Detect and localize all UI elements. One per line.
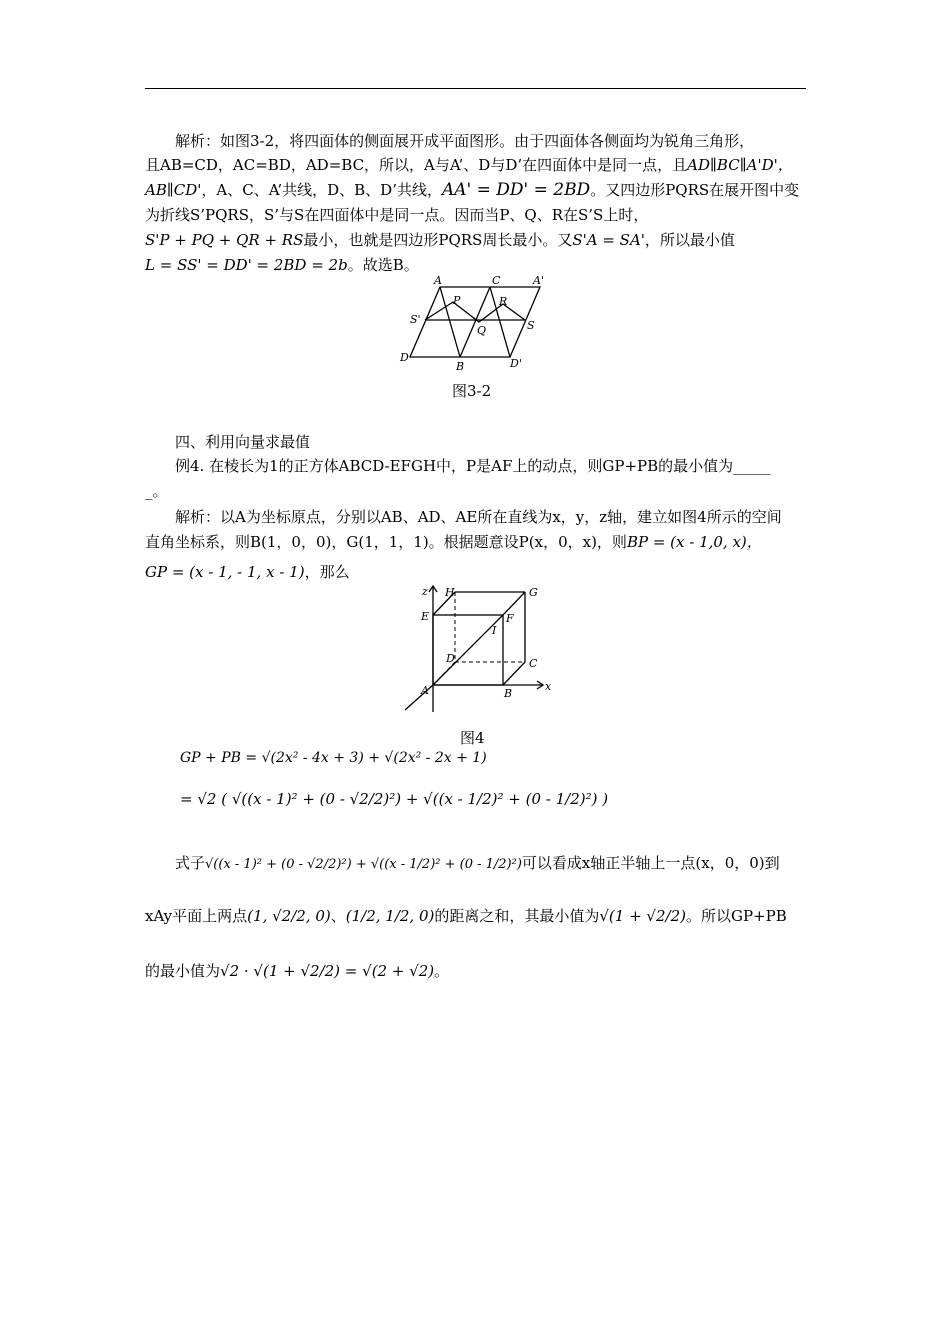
interpretation-line2: xAy平面上两点(1, √2/2, 0)、(1/2, 1/2, 0)的距离之和，其最小值为√(1 + √2/2)。所以GP+PB	[145, 907, 787, 925]
fig2-label: z	[422, 585, 428, 598]
vector-gp: GP = (x - 1, - 1, x - 1)	[145, 563, 305, 581]
formula-sqrt2-expansion: = √2 ( √((x - 1)² + (0 - √2/2)²) + √((x - 1/2)² + (0 - 1/2)²) )	[180, 790, 609, 808]
math-sp-sum: S'P + PQ + QR + RS	[145, 231, 304, 249]
figure-3-2-caption: 图3-2	[452, 382, 492, 400]
solution-line3: GP = (x - 1, - 1, x - 1)，那么	[145, 563, 350, 581]
fig1-label: B	[456, 360, 465, 373]
math-aa-dd: AA' = DD' = 2BD	[441, 180, 591, 200]
solution-line1: 解析：以A为坐标原点，分别以AB、AD、AE所在直线为x，y，z轴，建立如图4所示的空间	[175, 508, 782, 526]
math-ad-bc: AD∥BC∥A'D'，	[687, 156, 793, 174]
fig1-label: P	[453, 294, 461, 307]
fig2-label: G	[529, 586, 538, 599]
figure-4	[395, 582, 555, 717]
fig2-label: x	[545, 680, 552, 693]
vector-bp: BP = (x - 1,0, x)，	[626, 533, 762, 551]
fig2-label: C	[529, 657, 538, 670]
fig1-label: R	[499, 295, 508, 308]
math-l-value: L = SS' = DD' = 2BD = 2b	[145, 256, 348, 274]
fig1-label: A	[434, 274, 442, 287]
min-value-math: √(1 + √2/2)	[599, 907, 686, 925]
fig1-label: D'	[510, 357, 522, 370]
para1-line1: 解析：如图3-2，将四面体的侧面展开成平面图形。由于四面体各侧面均为锐角三角形，	[175, 132, 755, 150]
fig2-label: A	[421, 684, 429, 697]
formula-gp-pb: GP + PB = √(2x² - 4x + 3) + √(2x² - 2x + 1)	[180, 750, 487, 766]
para1-line4: 为折线S’PQRS，S’与S在四面体中是同一点。因而当P、Q、R在S’S上时，	[145, 206, 649, 224]
conclusion-line: 的最小值为√2 · √(1 + √2/2) = √(2 + √2)。	[145, 962, 450, 980]
section4-title: 四、利用向量求最值	[175, 433, 311, 451]
header-rule	[145, 88, 806, 89]
fig2-label: B	[504, 687, 513, 700]
math-ab-cd: AB∥CD'	[145, 181, 202, 199]
point-one: (1, √2/2, 0)	[247, 907, 331, 925]
fig1-label: S'	[410, 313, 421, 326]
fig2-label: H	[445, 586, 455, 599]
fig1-label: Q	[477, 324, 487, 337]
fig1-label: A'	[533, 274, 544, 287]
math-expression: √((x - 1)² + (0 - √2/2)²) + √((x - 1/2)² + (0 - 1/2)²)	[205, 857, 522, 872]
example4-line1: 例4. 在棱长为1的正方体ABCD-EFGH中，P是AF上的动点，则GP+PB的最小值为_____	[175, 457, 771, 475]
fig1-label: C	[492, 274, 501, 287]
figure-4-caption: 图4	[460, 729, 485, 747]
fig2-label: F	[506, 612, 514, 625]
para1-line3: AB∥CD'，A、C、A’共线，D、B、D’共线，AA' = DD' = 2BD。又四边形PQRS在展开图中变	[145, 180, 800, 200]
figure-3-2	[395, 272, 555, 377]
math-sa: S'A = SA'	[572, 231, 645, 249]
fig2-label: E	[421, 610, 430, 623]
example4-line2: _。	[145, 482, 168, 500]
fig2-label: I	[492, 624, 497, 637]
fig2-label: D	[446, 652, 455, 665]
interpretation-line1: 式子√((x - 1)² + (0 - √2/2)²) + √((x - 1/2)² + (0 - 1/2)²)可以看成x轴正半轴上一点(x，0，0)到	[175, 854, 780, 872]
para1-line2: 且AB=CD，AC=BD，AD=BC，所以，A与A’、D与D’在四面体中是同一点，且AD∥BC∥A'D'，	[145, 156, 793, 174]
para1-line6: L = SS' = DD' = 2BD = 2b。故选B。	[145, 256, 419, 274]
fig1-label: S	[527, 319, 535, 332]
solution-line2: 直角坐标系，则B(1，0，0)，G(1，1，1)。根据题意设P(x，0，x)，则BP = (x - 1,0, x)，	[145, 533, 762, 551]
para1-line5: S'P + PQ + QR + RS最小，也就是四边形PQRS周长最小。又S'A = SA'，所以最小值	[145, 231, 735, 249]
final-min-math: √2 · √(1 + √2/2) = √(2 + √2)	[220, 962, 435, 980]
point-two: (1/2, 1/2, 0)	[345, 907, 435, 925]
fig1-label: D	[400, 351, 409, 364]
